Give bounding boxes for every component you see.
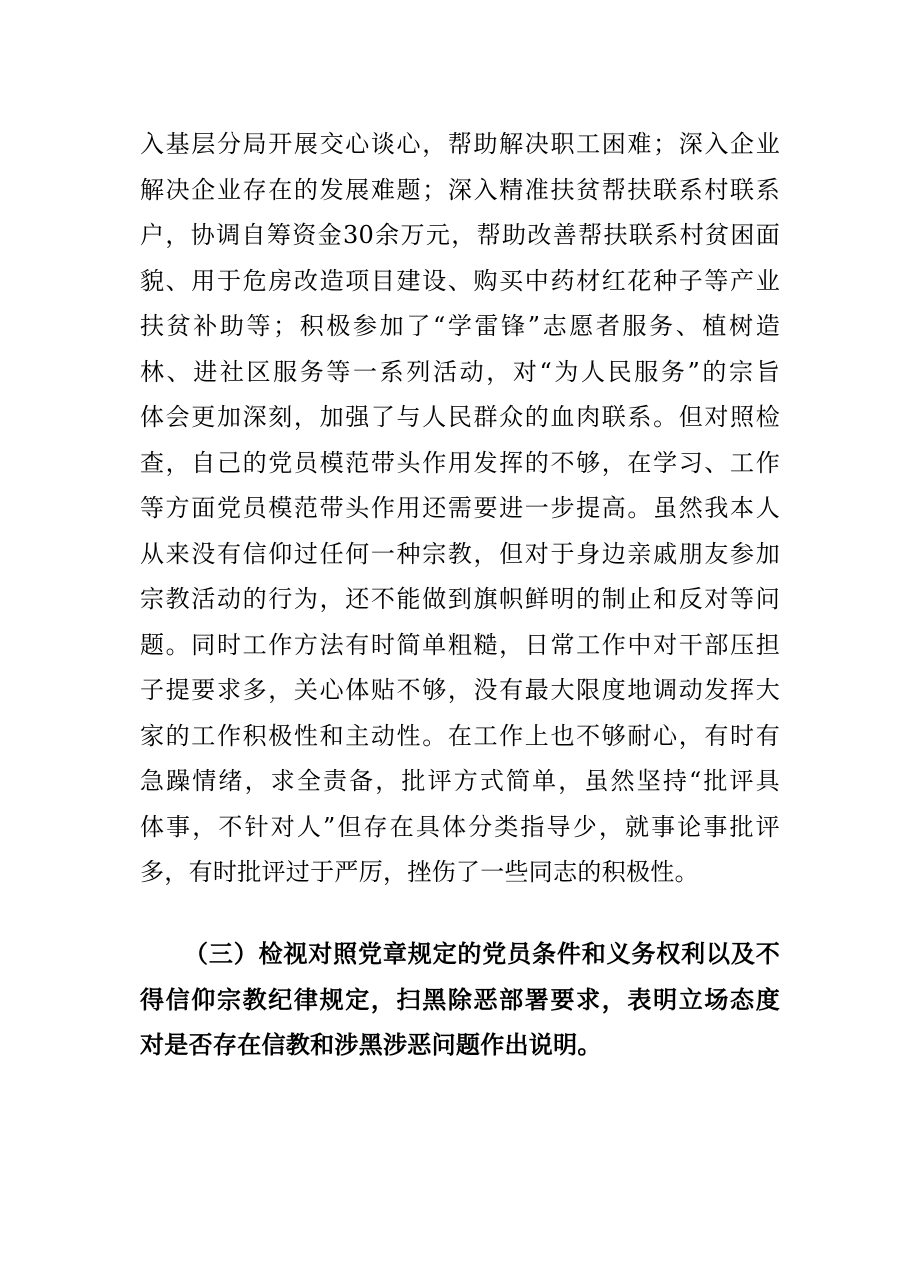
paragraph-line: 家的工作积极性和主动性。在工作上也不够耐心，有时有: [140, 721, 780, 750]
paragraph-line: 解决企业存在的发展难题；深入精准扶贫帮扶联系村联系: [140, 175, 780, 204]
paragraph-line: 貌、用于危房改造项目建设、购买中药材红花种子等产业: [140, 266, 780, 295]
paragraph-line: 宗教活动的行为，还不能做到旗帜鲜明的制止和反对等问: [140, 585, 780, 613]
paragraph-line: 查，自己的党员模范带头作用发挥的不够，在学习、工作: [140, 448, 780, 477]
paragraph-line: 子提要求多，关心体贴不够，没有最大限度地调动发挥大: [140, 676, 780, 704]
paragraph-line: 户，协调自筹资金30余万元，帮助改善帮扶联系村贫困面: [140, 221, 780, 249]
paragraph-line: 等方面党员模范带头作用还需要进一步提高。虽然我本人: [140, 494, 780, 522]
paragraph-line: 体会更加深刻，加强了与人民群众的血肉联系。但对照检: [140, 403, 780, 431]
heading-line: （三）检视对照党章规定的党员条件和义务权利以及不: [184, 939, 780, 968]
heading-line: 对是否存在信教和涉黑涉恶问题作出说明。: [140, 1030, 602, 1059]
paragraph-line: 林、进社区服务等一系列活动，对“为人民服务”的宗旨: [140, 357, 780, 386]
heading-line: 得信仰宗教纪律规定，扫黑除恶部署要求，表明立场态度: [140, 984, 780, 1014]
paragraph-line: 入基层分局开展交心谈心，帮助解决职工困难；深入企业: [140, 130, 780, 158]
body-paragraph: [140, 122, 780, 896]
paragraph-line: 扶贫补助等；积极参加了“学雷锋”志愿者服务、植树造: [140, 312, 780, 340]
paragraph-line: 从来没有信仰过任何一种宗教，但对于身边亲戚朋友参加: [140, 539, 780, 568]
paragraph-line: 急躁情绪，求全责备，批评方式简单，虽然坚持“批评具: [140, 767, 780, 795]
paragraph-line: 题。同时工作方法有时简单粗糙，日常工作中对干部压担: [140, 630, 780, 659]
paragraph-line: 体事，不针对人”但存在具体分类指导少，就事论事批评: [140, 812, 780, 841]
section-heading: [140, 931, 780, 1068]
paragraph-line: 多，有时批评过于严厉，挫伤了一些同志的积极性。: [140, 858, 699, 886]
